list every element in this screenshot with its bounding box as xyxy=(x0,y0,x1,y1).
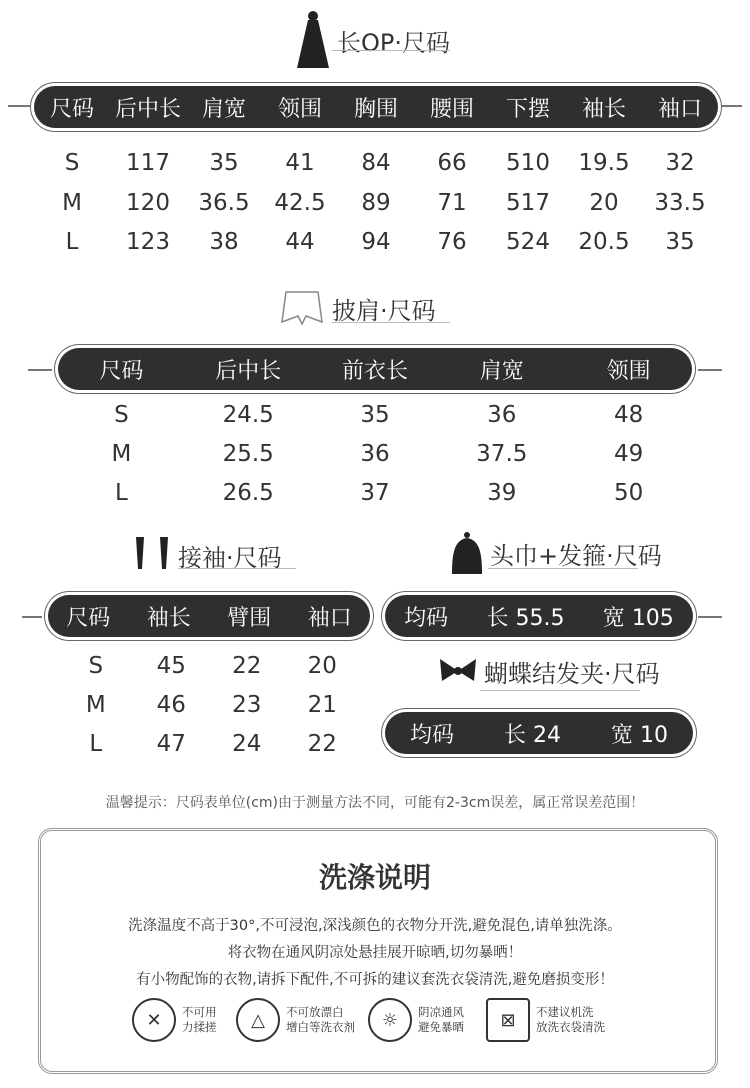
cape-icon xyxy=(278,288,326,328)
shade-dry-icon: ☼ xyxy=(368,998,412,1042)
cape-cell: 49 xyxy=(613,441,644,467)
dress-cell: 20 xyxy=(589,190,619,216)
cape-cell: 37 xyxy=(360,480,390,506)
bow-length-value: 24 xyxy=(533,722,561,748)
cape-cell: 36 xyxy=(360,441,390,467)
headpiece-width xyxy=(603,601,674,632)
sleeves-cell: 21 xyxy=(307,692,337,718)
dress-cell: 76 xyxy=(437,229,467,255)
cape-row xyxy=(58,402,692,428)
dress-header: 下摆 xyxy=(505,96,550,122)
dress-cell: 20.5 xyxy=(578,229,630,255)
care-item xyxy=(236,998,356,1042)
sleeves-row xyxy=(58,692,360,718)
cape-cell: 50 xyxy=(613,480,644,506)
care-item xyxy=(368,998,488,1042)
dress-header-bar xyxy=(34,86,718,128)
headpiece-deco-right xyxy=(698,616,722,618)
cape-cell: 39 xyxy=(487,480,517,506)
cape-cell: 24.5 xyxy=(222,402,274,428)
headpiece-title xyxy=(450,530,662,576)
dress-cell: 524 xyxy=(506,229,550,255)
dress-cell: 32 xyxy=(665,150,695,176)
dress-cell: 44 xyxy=(285,229,315,255)
dress-cell: 89 xyxy=(361,190,391,216)
sleeves-deco-left xyxy=(22,616,42,618)
cape-cell: 35 xyxy=(360,402,390,428)
dress-title-underline xyxy=(332,40,450,51)
no-machine-wash-icon: ⊠ xyxy=(486,998,530,1042)
sleeves-title-text: 接袖·尺码 xyxy=(178,543,282,572)
cape-cell: L xyxy=(114,480,128,506)
dress-cell: 42.5 xyxy=(274,190,326,216)
cape-deco-right xyxy=(698,369,722,371)
bow-length xyxy=(504,718,561,749)
bow-width-label: 宽 xyxy=(610,722,633,748)
bow-width xyxy=(611,718,668,749)
bow-width-value: 10 xyxy=(640,722,668,748)
dress-cell: 120 xyxy=(126,190,170,216)
headpiece-length-value: 55.5 xyxy=(515,605,565,631)
headpiece-title-text: 头巾+发箍·尺码 xyxy=(490,541,662,570)
dress-cell: 123 xyxy=(126,229,170,255)
cape-header: 尺码 xyxy=(99,358,144,384)
washing-line: 洗涤温度不高于30°,不可浸泡,深浅颜色的衣物分开洗,避免混色,请单独洗涤。 xyxy=(128,918,622,934)
dress-cell: 94 xyxy=(361,229,391,255)
bow-title-text: 蝴蝶结发夹·尺码 xyxy=(484,660,660,688)
washing-line: 将衣物在通风阴凉处悬挂展开晾晒,切勿暴晒！ xyxy=(227,945,523,961)
bow-size: 均码 xyxy=(409,722,454,748)
care-label: 阴凉通风 避免暴晒 xyxy=(418,1005,464,1034)
headpiece-icon xyxy=(450,530,484,576)
cape-cell: 25.5 xyxy=(222,441,274,467)
cape-cell: 37.5 xyxy=(476,441,528,467)
sleeves-cell: 23 xyxy=(232,692,262,718)
headpiece-size: 均码 xyxy=(404,605,449,631)
cape-cell: S xyxy=(114,402,129,428)
dress-row xyxy=(34,229,718,255)
dress-header: 胸围 xyxy=(353,96,398,122)
cape-cell: 48 xyxy=(613,402,644,428)
cape-header: 后中长 xyxy=(215,358,282,384)
sleeves-cell: M xyxy=(85,692,106,718)
dress-cell: 36.5 xyxy=(198,190,250,216)
dress-icon xyxy=(295,10,331,70)
cape-header: 前衣长 xyxy=(341,358,408,384)
cape-title-underline xyxy=(332,312,450,323)
dress-cell: 84 xyxy=(361,150,391,176)
sleeves-cell: 45 xyxy=(156,653,186,679)
dress-cell: S xyxy=(64,150,80,176)
dress-cell: 19.5 xyxy=(578,150,630,176)
dress-header: 袖长 xyxy=(581,96,626,122)
dress-cell: 33.5 xyxy=(654,190,706,216)
dress-cell: 117 xyxy=(126,150,170,176)
cape-title-text: 披肩·尺码 xyxy=(332,296,436,325)
sleeves-title-underline xyxy=(178,558,296,569)
headpiece-length-label: 长 xyxy=(486,605,509,631)
washing-line: 有小物配饰的衣物,请拆下配件,不可拆的建议套洗衣袋清洗,避免磨损变形！ xyxy=(136,972,614,988)
size-note: 温馨提示：尺码表单位(cm)由于测量方法不同，可能有2-3cm误差，属正常误差范围！ xyxy=(105,795,645,811)
dress-cell: 38 xyxy=(209,229,239,255)
cape-cell: M xyxy=(111,441,132,467)
care-item xyxy=(132,998,252,1042)
washing-title: 洗涤说明 xyxy=(318,861,431,894)
care-label: 不建议机洗 放洗衣袋清洗 xyxy=(536,1005,605,1034)
cape-header: 肩宽 xyxy=(479,358,524,384)
sleeves-cell: 22 xyxy=(232,653,262,679)
sleeves-cell: 47 xyxy=(156,731,186,757)
bow-icon xyxy=(438,657,478,687)
sleeves-cell: L xyxy=(89,731,103,757)
cape-deco-left xyxy=(28,369,52,371)
dress-cell: 517 xyxy=(506,190,550,216)
dress-cell: 35 xyxy=(665,229,695,255)
sleeves-icon xyxy=(132,535,172,575)
cape-header: 领围 xyxy=(606,358,651,384)
dress-cell: L xyxy=(65,229,79,255)
dress-header: 肩宽 xyxy=(201,96,246,122)
dress-cell: M xyxy=(62,190,82,216)
bow-bar xyxy=(385,712,693,754)
no-wring-icon: ✕ xyxy=(132,998,176,1042)
sleeves-title xyxy=(132,535,282,575)
bow-length-label: 长 xyxy=(503,722,526,748)
sleeves-header: 尺码 xyxy=(66,605,111,631)
care-item xyxy=(486,998,614,1042)
no-bleach-icon: △ xyxy=(236,998,280,1042)
sleeves-row xyxy=(58,731,360,757)
sleeves-cell: 46 xyxy=(156,692,186,718)
dress-header: 袖口 xyxy=(657,96,702,122)
dress-header: 后中长 xyxy=(114,96,181,122)
sleeves-cell: 20 xyxy=(307,653,337,679)
sleeves-header: 袖口 xyxy=(307,605,352,631)
headpiece-title-underline xyxy=(488,558,638,569)
sleeves-cell: 22 xyxy=(307,731,337,757)
dress-header: 腰围 xyxy=(429,96,474,122)
cape-cell: 26.5 xyxy=(222,480,274,506)
headpiece-width-label: 宽 xyxy=(602,605,625,631)
dress-row xyxy=(34,190,718,216)
dress-cell: 66 xyxy=(437,150,467,176)
care-label: 不可用 力揉搓 xyxy=(182,1005,217,1034)
dress-cell: 71 xyxy=(437,190,467,216)
sleeves-cell: 24 xyxy=(232,731,262,757)
dress-cell: 510 xyxy=(506,150,550,176)
dress-row xyxy=(34,150,718,176)
sleeves-row xyxy=(58,653,360,679)
bow-title-underline xyxy=(480,680,640,691)
care-label: 不可放漂白 增白等洗衣剂 xyxy=(286,1005,355,1034)
cape-header-bar xyxy=(58,348,692,390)
sleeves-cell: S xyxy=(88,653,104,679)
cape-row xyxy=(58,441,692,467)
headpiece-width-value: 105 xyxy=(631,605,674,631)
dress-title-text: 长OP·尺码 xyxy=(337,28,450,57)
cape-row xyxy=(58,480,692,506)
dress-header: 尺码 xyxy=(49,96,94,122)
headpiece-length xyxy=(486,601,564,632)
sleeves-header-bar xyxy=(48,595,370,637)
dress-header: 领围 xyxy=(277,96,322,122)
sleeves-header: 臂围 xyxy=(227,605,272,631)
dress-cell: 41 xyxy=(285,150,315,176)
headpiece-bar xyxy=(385,595,693,637)
dress-cell: 35 xyxy=(209,150,239,176)
sleeves-header: 袖长 xyxy=(146,605,191,631)
cape-cell: 36 xyxy=(487,402,517,428)
